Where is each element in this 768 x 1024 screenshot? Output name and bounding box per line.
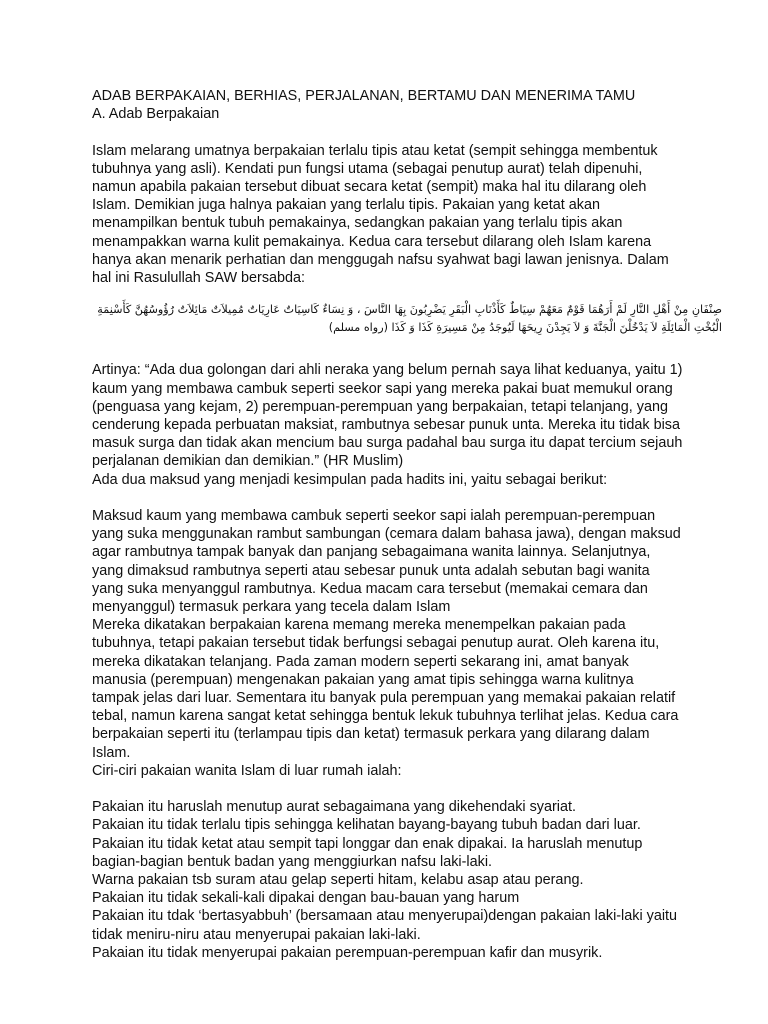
list-item: Pakaian itu tdak ‘bertasyabbuh’ (bersamaan atau menyerupai)dengan pakaian laki-laki yaitu [92,908,678,925]
list-item: bagian-bagian bentuk badan yang menggiurkan nafsu laki-laki. [92,853,493,870]
list-item: Warna pakaian tsb suram atau gelap seperti hitam, kelabu asap atau perang. [92,872,584,889]
document-title: ADAB BERPAKAIAN, BERHIAS, PERJALANAN, BERTAMU DAN MENERIMA TAMU [92,88,636,104]
spacer [92,780,712,798]
intro-paragraph [92,142,712,288]
text-line: kaum yang membawa cambuk seperti seekor sapi yang mereka pakai buat memukul orang [92,380,673,397]
text-line: masuk surga dan tidak akan mencium bau surga padahal bau surga itu dapat tercium sejauh [92,435,683,452]
text-line: tubuhnya yang asli). Kendati pun fungsi utama (sebagai penutup aurat) telah dipenuhi, [92,160,643,177]
text-line: perjalanan demikian dan demikian.” (HR Muslim) [92,453,404,470]
text-line: manusia (perempuan) mengenakan pakaian yang amat tipis sehingga warna kulitnya [92,671,634,688]
list-item: Pakaian itu tidak menyerupai pakaian perempuan-perempuan kafir dan musyrik. [92,944,603,961]
spacer [92,489,712,507]
list-item: tidak meniru-niru atau menyerupai pakaian laki-laki. [92,926,421,943]
text-line: tubuhnya, tetapi pakaian tersebut tidak berfungsi sebagai penutup aurat. Oleh karena itu, [92,635,660,652]
text-line: Islam. [92,744,131,761]
text-line: Mereka dikatakan berpakaian karena memang mereka menempelkan pakaian pada [92,617,626,634]
text-line: hanya akan menarik perhatian dan menggugah nafsu syahwat bagi lawan jenisnya. Dalam [92,251,669,268]
list-item: Pakaian itu tidak terlalu tipis sehingga kelihatan bayang-bayang tubuh badan dari luar. [92,817,641,834]
text-line: Ada dua maksud yang menjadi kesimpulan pada hadits ini, yaitu sebagai berikut: [92,471,608,488]
text-line: Maksud kaum yang membawa cambuk seperti seekor sapi ialah perempuan-perempuan [92,508,656,525]
text-line: hal ini Rasulullah SAW bersabda: [92,270,306,287]
text-line: yang suka menggunakan rambut sambungan (cemara dalam bahasa jawa), dengan maksud [92,526,681,543]
text-line: tebal, namun karena sangat ketat sehingga bentuk lekuk tubuhnya terlihat jelas. Kedua cara [92,708,679,725]
text-line: Ciri-ciri pakaian wanita Islam di luar rumah ialah: [92,762,402,779]
text-line: menyanggul) termasuk perkara yang tecela dalam Islam [92,599,451,616]
translation-paragraph [92,361,712,488]
spacer [92,343,712,361]
text-line: berpakaian seperti itu (terlampau tipis dan ketat) termasuk perkara yang dilarang dalam [92,726,650,743]
text-line: cenderung kepada perbuatan maksiat, rambutnya sebesar punuk unta. Mereka itu tidak bisa [92,417,680,434]
text-line: yang suka menyanggul rambutnya. Kedua macam cara tersebut (memakai cemara dan [92,580,648,597]
hadith-arabic-text [92,301,722,337]
explanation-paragraph [92,507,712,780]
text-line: namun apabila pakaian tersebut dibuat secara ketat (sempit) maka hal itu dilarang oleh [92,179,647,195]
text-line: menampakkan warna kulit pemakainya. Kedua cara tersebut dilarang oleh Islam karena [92,233,652,250]
text-line: Artinya: “Ada dua golongan dari ahli neraka yang belum pernah saya lihat keduanya, yaitu 1) [92,362,683,379]
section-heading: A. Adab Berpakaian [92,106,220,123]
list-item: Pakaian itu tidak ketat atau sempit tapi longgar dan enak dipakai. Ia haruslah menutup [92,835,643,852]
list-item: Pakaian itu haruslah menutup aurat sebagaimana yang dikehendaki syariat. [92,799,576,816]
text-line: menampilkan bentuk tubuh pemakainya, sedangkan pakaian yang terlalu tipis akan [92,215,623,232]
text-line: agar rambutnya tampak banyak dan panjang sebagaimana wanita lainnya. Selanjutnya, [92,544,651,561]
text-line: Islam melarang umatnya berpakaian terlalu tipis atau ketat (sempit sehingga membentuk [92,142,658,159]
list-item: Pakaian itu tidak sekali-kali dipakai dengan bau-bauan yang harum [92,890,520,907]
text-line: (penguasa yang kejam, 2) perempuan-perempuan yang berpakaian, tetapi telanjang, yang [92,398,669,415]
text-line: mereka dikatakan telanjang. Pada zaman modern seperti sekarang ini, amat banyak [92,653,629,670]
arabic-line: الْبُخْتِ الْمَائِلَةِ لاَ يَدْخُلْنَ الْجَنَّةَ وَ لاَ يَجِدْنَ رِيحَهَا لَيُوجَدُ مِنْ مَسِيرَةِ كَذَا وَ كَذَا (رواه مسلم) [328,321,722,335]
text-line: yang dimaksud rambutnya seperti atau sebesar punuk unta adalah sebutan bagi wanita [92,562,650,579]
spacer [92,123,712,141]
text-line: Islam. Demikian juga halnya pakaian yang terlalu tipis. Pakaian yang ketat akan [92,197,600,214]
arabic-line: صِنْفَانِ مِنْ أَهْلِ النَّارِ لَمْ أَرَهُمَا قَوْمٌ مَعَهُمْ سِيَاطٌ كَأَذْنَابِ الْبَقَرِ يَضْرِبُونَ بِهَا النَّاسَ ، وَ نِسَاءٌ كَاسِيَاتٌ عَارِيَاتٌ مُمِيلاَتٌ مَائِلاَتٌ رُؤُوسُهُنَّ كَأَسْنِمَةِ [97,303,722,317]
text-line: tampak jelas dari luar. Sementara itu banyak pula perempuan yang memakai pakaian relatif [92,690,676,707]
clothing-rules-list [92,798,712,962]
